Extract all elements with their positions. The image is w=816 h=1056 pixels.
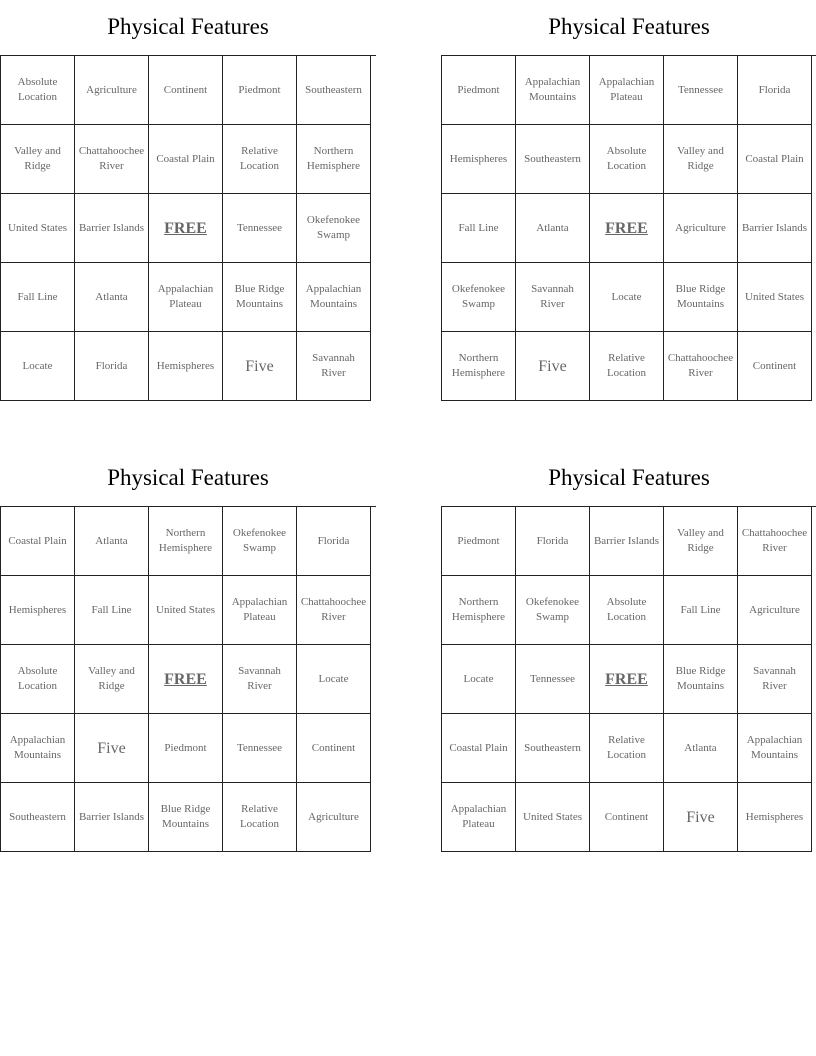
bingo-cell: Savannah River xyxy=(297,332,371,401)
bingo-cell: Northern Hemisphere xyxy=(442,332,516,401)
bingo-cell: Atlanta xyxy=(516,194,590,263)
bingo-cell: Savannah River xyxy=(738,645,812,714)
bingo-card-1 xyxy=(0,0,376,401)
bingo-cell: Blue Ridge Mountains xyxy=(664,263,738,332)
bingo-cell: Agriculture xyxy=(75,56,149,125)
bingo-cell: United States xyxy=(516,783,590,852)
bingo-cell: Northern Hemisphere xyxy=(442,576,516,645)
bingo-cell: Five xyxy=(223,332,297,401)
bingo-cell: Florida xyxy=(297,507,371,576)
bingo-cell: Appalachian Mountains xyxy=(1,714,75,783)
bingo-cell: Valley and Ridge xyxy=(1,125,75,194)
bingo-cell: Relative Location xyxy=(590,714,664,783)
bingo-cell: Fall Line xyxy=(442,194,516,263)
free-space-cell: FREE xyxy=(590,194,664,263)
bingo-cell: Continent xyxy=(590,783,664,852)
bingo-cell: Coastal Plain xyxy=(738,125,812,194)
bingo-cell: United States xyxy=(1,194,75,263)
bingo-cell: Continent xyxy=(149,56,223,125)
bingo-cell: Continent xyxy=(738,332,812,401)
bingo-cell: Barrier Islands xyxy=(738,194,812,263)
card-title: Physical Features xyxy=(548,465,710,490)
bingo-cell: Blue Ridge Mountains xyxy=(664,645,738,714)
bingo-cell: Locate xyxy=(297,645,371,714)
bingo-card-3 xyxy=(0,451,376,852)
free-space-cell: FREE xyxy=(590,645,664,714)
bingo-cell: Fall Line xyxy=(1,263,75,332)
bingo-cell: Fall Line xyxy=(664,576,738,645)
bingo-cell: Northern Hemisphere xyxy=(149,507,223,576)
bingo-cell: Tennessee xyxy=(516,645,590,714)
bingo-cell: Florida xyxy=(516,507,590,576)
bingo-cell: Piedmont xyxy=(149,714,223,783)
bingo-cell: Blue Ridge Mountains xyxy=(149,783,223,852)
bingo-cell: Piedmont xyxy=(223,56,297,125)
bingo-cell: United States xyxy=(738,263,812,332)
bingo-cell: Tennessee xyxy=(223,194,297,263)
bingo-card-2 xyxy=(441,0,816,401)
bingo-cell: Appalachian Plateau xyxy=(223,576,297,645)
bingo-cell: Appalachian Plateau xyxy=(149,263,223,332)
bingo-cell: Absolute Location xyxy=(1,56,75,125)
bingo-cell: Atlanta xyxy=(75,507,149,576)
free-space-cell: FREE xyxy=(149,645,223,714)
bingo-cell: Blue Ridge Mountains xyxy=(223,263,297,332)
bingo-cell: Piedmont xyxy=(442,507,516,576)
bingo-grid xyxy=(0,55,376,401)
bingo-cell: Chattahoochee River xyxy=(664,332,738,401)
bingo-cell: Five xyxy=(516,332,590,401)
bingo-cell: Valley and Ridge xyxy=(664,507,738,576)
bingo-cell: Locate xyxy=(590,263,664,332)
card-title: Physical Features xyxy=(548,14,710,39)
bingo-cell: Piedmont xyxy=(442,56,516,125)
bingo-cell: Absolute Location xyxy=(590,125,664,194)
bingo-cell: Florida xyxy=(75,332,149,401)
bingo-cell: Hemispheres xyxy=(738,783,812,852)
bingo-grid xyxy=(0,506,376,852)
bingo-cell: Continent xyxy=(297,714,371,783)
bingo-cell: Coastal Plain xyxy=(149,125,223,194)
bingo-cell: Chattahoochee River xyxy=(297,576,371,645)
bingo-cell: Coastal Plain xyxy=(1,507,75,576)
bingo-cell: Locate xyxy=(442,645,516,714)
bingo-cell: Valley and Ridge xyxy=(664,125,738,194)
bingo-cell: Coastal Plain xyxy=(442,714,516,783)
bingo-cell: Relative Location xyxy=(223,783,297,852)
bingo-cell: Southeastern xyxy=(1,783,75,852)
bingo-cell: Savannah River xyxy=(223,645,297,714)
bingo-cell: Appalachian Mountains xyxy=(516,56,590,125)
bingo-cell: United States xyxy=(149,576,223,645)
bingo-cell: Okefenokee Swamp xyxy=(223,507,297,576)
bingo-cell: Barrier Islands xyxy=(590,507,664,576)
bingo-cell: Appalachian Mountains xyxy=(738,714,812,783)
bingo-cell: Okefenokee Swamp xyxy=(516,576,590,645)
bingo-cell: Okefenokee Swamp xyxy=(297,194,371,263)
card-title: Physical Features xyxy=(107,14,269,39)
free-space-cell: FREE xyxy=(149,194,223,263)
bingo-cell: Chattahoochee River xyxy=(75,125,149,194)
bingo-cell: Northern Hemisphere xyxy=(297,125,371,194)
bingo-cell: Chattahoochee River xyxy=(738,507,812,576)
bingo-cell: Atlanta xyxy=(664,714,738,783)
bingo-cell: Agriculture xyxy=(738,576,812,645)
bingo-cell: Appalachian Plateau xyxy=(590,56,664,125)
bingo-cell: Hemispheres xyxy=(149,332,223,401)
bingo-cell: Appalachian Plateau xyxy=(442,783,516,852)
bingo-cell: Five xyxy=(664,783,738,852)
bingo-cell: Locate xyxy=(1,332,75,401)
bingo-cell: Valley and Ridge xyxy=(75,645,149,714)
bingo-cell: Barrier Islands xyxy=(75,194,149,263)
bingo-cell: Southeastern xyxy=(297,56,371,125)
card-title: Physical Features xyxy=(107,465,269,490)
bingo-cell: Okefenokee Swamp xyxy=(442,263,516,332)
bingo-cell: Tennessee xyxy=(223,714,297,783)
bingo-cell: Southeastern xyxy=(516,125,590,194)
bingo-grid xyxy=(441,55,816,401)
bingo-cell: Florida xyxy=(738,56,812,125)
bingo-cell: Agriculture xyxy=(664,194,738,263)
bingo-cell: Barrier Islands xyxy=(75,783,149,852)
bingo-cell: Hemispheres xyxy=(442,125,516,194)
bingo-cell: Five xyxy=(75,714,149,783)
bingo-cell: Savannah River xyxy=(516,263,590,332)
bingo-cell: Hemispheres xyxy=(1,576,75,645)
bingo-cell: Relative Location xyxy=(223,125,297,194)
bingo-cell: Absolute Location xyxy=(590,576,664,645)
bingo-cell: Tennessee xyxy=(664,56,738,125)
bingo-card-4 xyxy=(441,451,816,852)
bingo-cell: Atlanta xyxy=(75,263,149,332)
bingo-cell: Southeastern xyxy=(516,714,590,783)
bingo-cell: Fall Line xyxy=(75,576,149,645)
bingo-cell: Relative Location xyxy=(590,332,664,401)
bingo-grid xyxy=(441,506,816,852)
bingo-cell: Absolute Location xyxy=(1,645,75,714)
bingo-cell: Agriculture xyxy=(297,783,371,852)
bingo-cell: Appalachian Mountains xyxy=(297,263,371,332)
